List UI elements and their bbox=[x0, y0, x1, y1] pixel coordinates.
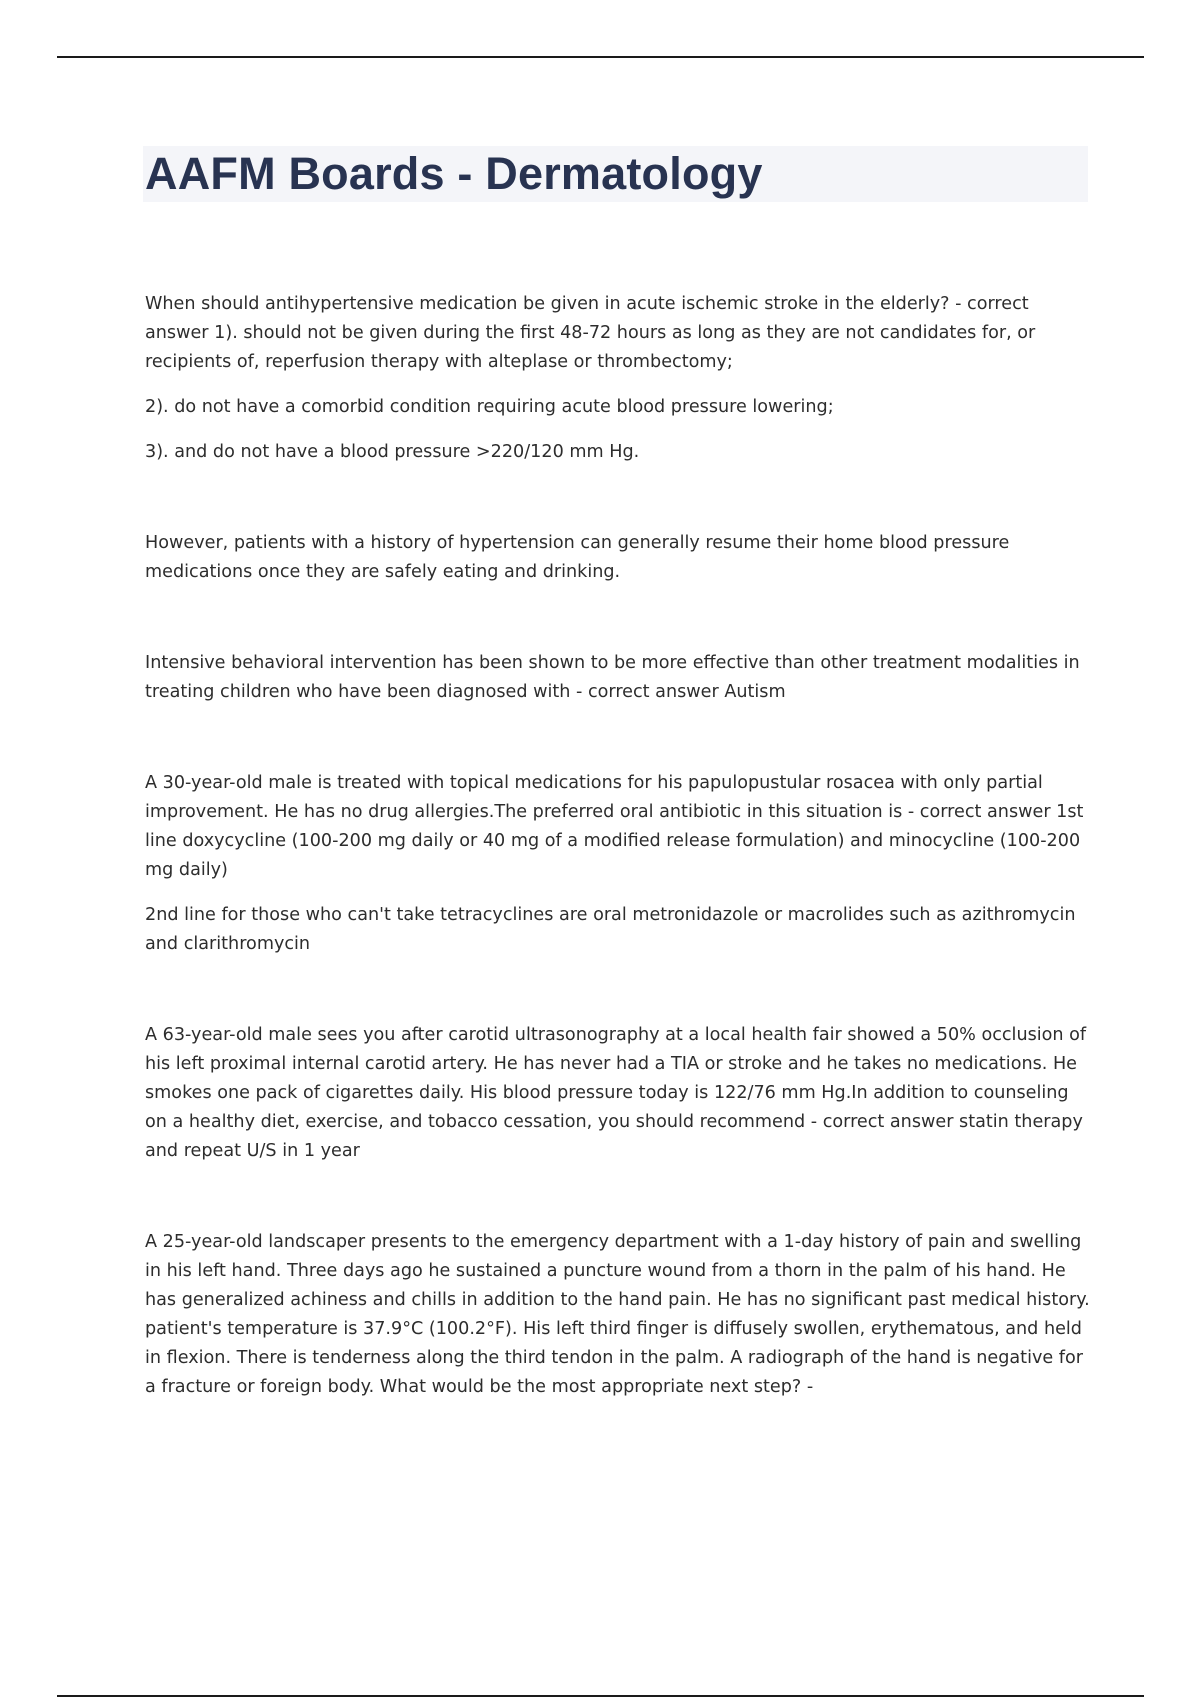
document-body bbox=[145, 290, 1090, 1402]
stroke-answer-note: However, patients with a history of hypertension can generally resume their home blood pressure medications once they are safely eating and drinking. bbox=[145, 533, 1010, 582]
question-stroke-paragraph: When should antihypertensive medication be given in acute ischemic stroke in the elderly? - correct answer 1). should not be given during the first 48-72 hours as long as they are not candidates for, or recipients of, reperfusion therapy with alteplase or thrombectomy; bbox=[145, 294, 1036, 372]
rosacea-second-line: 2nd line for those who can't take tetracyclines are oral metronidazole or macrolides such as azithromycin and clarithromycin bbox=[145, 905, 1076, 954]
document-title: AAFM Boards - Dermatology bbox=[145, 148, 763, 199]
question-landscaper-paragraph: A 25-year-old landscaper presents to the emergency department with a 1-day history of pain and swelling in his left hand. Three days ago he sustained a puncture wound from a thorn in the palm of his hand. He has generalized achiness and chills in addition to the hand pain. He has no significant past medical history. patient's temperature is 37.9°C (100.2°F). His left third finger is diffusely swollen, erythematous, and held in flexion. There is tenderness along the third tendon in the palm. A radiograph of the hand is negative for a fracture or foreign body. What would be the most appropriate next step? - bbox=[145, 1232, 1090, 1397]
question-carotid-paragraph: A 63-year-old male sees you after carotid ultrasonography at a local health fair showed a 50% occlusion of his left proximal internal carotid artery. He has never had a TIA or stroke and he takes no medications. He smokes one pack of cigarettes daily. His blood pressure today is 122/76 mm Hg.In addition to counseling on a healthy diet, exercise, and tobacco cessation, you should recommend - correct answer statin therapy and repeat U/S in 1 year bbox=[145, 1025, 1087, 1161]
stroke-answer-point-2: 2). do not have a comorbid condition requiring acute blood pressure lowering; bbox=[145, 397, 834, 417]
header-rule bbox=[57, 56, 1144, 58]
footer-rule bbox=[57, 1695, 1144, 1697]
question-rosacea-paragraph: A 30-year-old male is treated with topical medications for his papulopustular rosacea with only partial improvement. He has no drug allergies.The preferred oral antibiotic in this situation is - correct answer 1st line doxycycline (100-200 mg daily or 40 mg of a modified release formulation) and minocycline (100-200 mg daily) bbox=[145, 773, 1084, 880]
stroke-answer-point-3: 3). and do not have a blood pressure >220/120 mm Hg. bbox=[145, 442, 640, 462]
question-autism-paragraph: Intensive behavioral intervention has been shown to be more effective than other treatment modalities in treating children who have been diagnosed with - correct answer Autism bbox=[145, 653, 1080, 702]
